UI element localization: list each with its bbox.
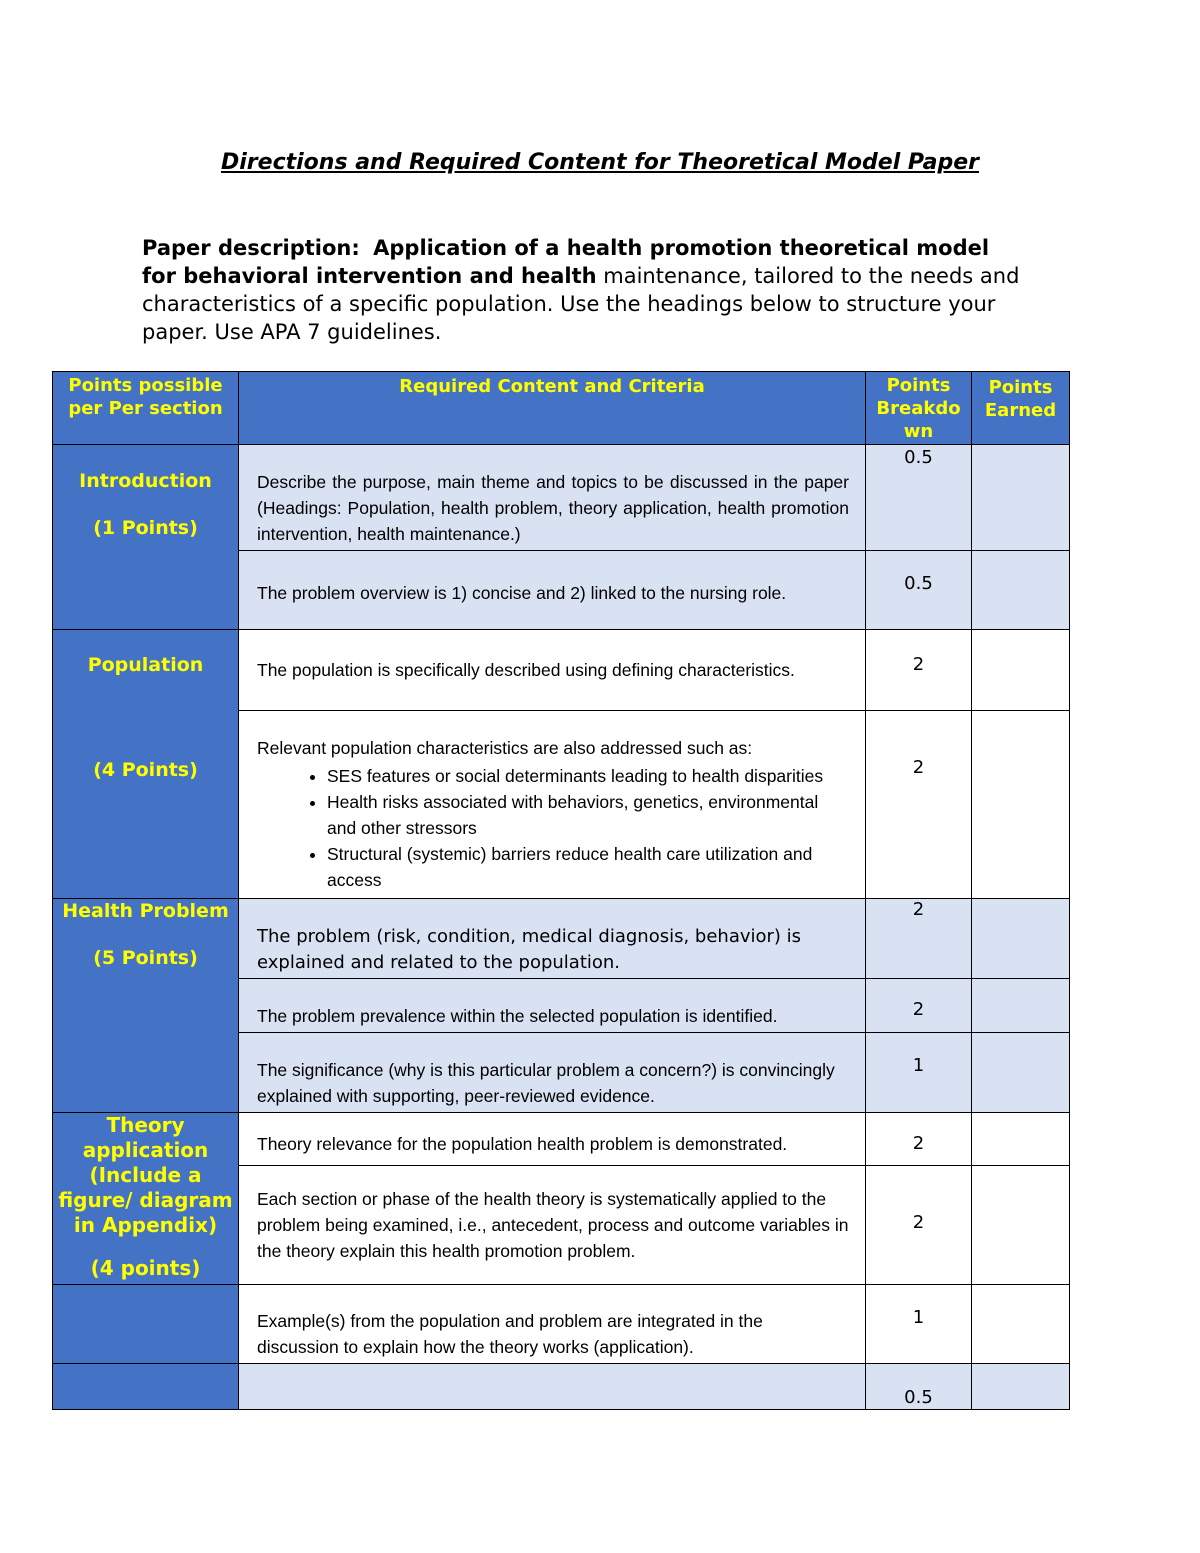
section-health-problem [53, 899, 239, 1113]
table-row [53, 1113, 1070, 1166]
criteria-cell [239, 1166, 866, 1285]
section-points: (4 Points) [93, 759, 198, 781]
criteria-text: Describe the purpose, main theme and topics to be discussed in the paper (Headings: Population, health problem, theory application, health promotion intervention, health maintenance.) [257, 471, 849, 544]
description-text: maintenance, tailored to the needs and characteristics of a specific population. Use the headings below to structure your paper. Use APA 7 guidelines. [142, 264, 1020, 344]
header-points-possible: Points possible per Per section [53, 372, 239, 445]
criteria-cell [239, 711, 866, 899]
criteria-text: The population is specifically described using defining characteristics. [257, 660, 795, 680]
header-required-content: Required Content and Criteria [239, 372, 866, 445]
points-cell: 0.5 [866, 551, 972, 630]
criteria-cell [239, 979, 866, 1033]
points-cell: 1 [866, 1285, 972, 1364]
criteria-text: Theory relevance for the population health problem is demonstrated. [257, 1134, 788, 1154]
section-name: Health Problem [62, 900, 229, 922]
earned-input[interactable] [972, 1113, 1070, 1166]
section-name: Population [87, 654, 204, 676]
criteria-cell [239, 899, 866, 979]
description-label: Paper description: [142, 236, 360, 260]
points-cell: 1 [866, 1033, 972, 1113]
criteria-text: The problem overview is 1) concise and 2) linked to the nursing role. [257, 583, 787, 603]
earned-input[interactable] [972, 1364, 1070, 1410]
earned-input[interactable] [972, 630, 1070, 711]
criteria-text: Example(s) from the population and problem are integrated in the discussion to explain how the theory works (application). [257, 1311, 763, 1357]
criteria-bullet-list [257, 763, 849, 893]
earned-input[interactable] [972, 1285, 1070, 1364]
points-cell: 0.5 [866, 1364, 972, 1410]
header-earned: Points Earned [972, 372, 1070, 445]
criteria-cell [239, 551, 866, 630]
document-title: Directions and Required Content for Theoretical Model Paper [221, 150, 979, 175]
earned-input[interactable] [972, 899, 1070, 979]
earned-input[interactable] [972, 551, 1070, 630]
criteria-cell [239, 1285, 866, 1364]
points-cell: 2 [866, 899, 972, 979]
section-blank [53, 1364, 239, 1410]
table-row [53, 1364, 1070, 1410]
points-cell: 2 [866, 1113, 972, 1166]
section-points: (4 points) [90, 1256, 201, 1280]
points-cell: 2 [866, 711, 972, 899]
section-name: Introduction [79, 470, 212, 492]
list-item: • Structural (systemic) barriers reduce health care utilization and access [327, 841, 849, 893]
earned-input[interactable] [972, 445, 1070, 551]
points-cell: 2 [866, 630, 972, 711]
section-population [53, 630, 239, 899]
criteria-cell [239, 1364, 866, 1410]
table-row [53, 630, 1070, 711]
points-cell: 2 [866, 979, 972, 1033]
section-points: (1 Points) [93, 517, 198, 539]
section-theory-application [53, 1113, 239, 1285]
criteria-text: Relevant population characteristics are also addressed such as: [257, 738, 753, 758]
section-introduction [53, 445, 239, 630]
criteria-text: The significance (why is this particular problem a concern?) is convincingly explained with supporting, peer-reviewed evidence. [257, 1059, 835, 1106]
criteria-text: The problem (risk, condition, medical diagnosis, behavior) is explained and related to the population. [257, 925, 802, 973]
section-points: (5 Points) [93, 947, 198, 969]
points-cell: 2 [866, 1166, 972, 1285]
points-cell: 0.5 [866, 445, 972, 551]
criteria-text: Each section or phase of the health theory is systematically applied to the problem being examined, i.e., antecedent, process and outcome variables in the theory explain this health promotion problem. [257, 1189, 849, 1261]
list-item: • Health risks associated with behaviors, genetics, environmental and other stressors [327, 789, 849, 841]
earned-input[interactable] [972, 1166, 1070, 1285]
paper-description [142, 234, 1022, 346]
criteria-cell [239, 1033, 866, 1113]
criteria-cell [239, 630, 866, 711]
table-row [53, 445, 1070, 551]
list-item: • SES features or social determinants leading to health disparities [327, 763, 849, 789]
header-row [53, 372, 1070, 445]
earned-input[interactable] [972, 711, 1070, 899]
earned-input[interactable] [972, 1033, 1070, 1113]
criteria-text: The problem prevalence within the selected population is identified. [257, 1005, 778, 1026]
table-row [53, 1285, 1070, 1364]
header-breakdown: Points Breakdo wn [866, 372, 972, 445]
description-bold-text: Application of a health promotion theoretical model for behavioral intervention and health [142, 236, 990, 288]
section-name: Theory application (Include a figure/ diagram in Appendix) [58, 1113, 233, 1237]
earned-input[interactable] [972, 979, 1070, 1033]
section-blank [53, 1285, 239, 1364]
rubric-table [52, 371, 1070, 1410]
table-row [53, 899, 1070, 979]
criteria-cell [239, 445, 866, 551]
criteria-cell [239, 1113, 866, 1166]
